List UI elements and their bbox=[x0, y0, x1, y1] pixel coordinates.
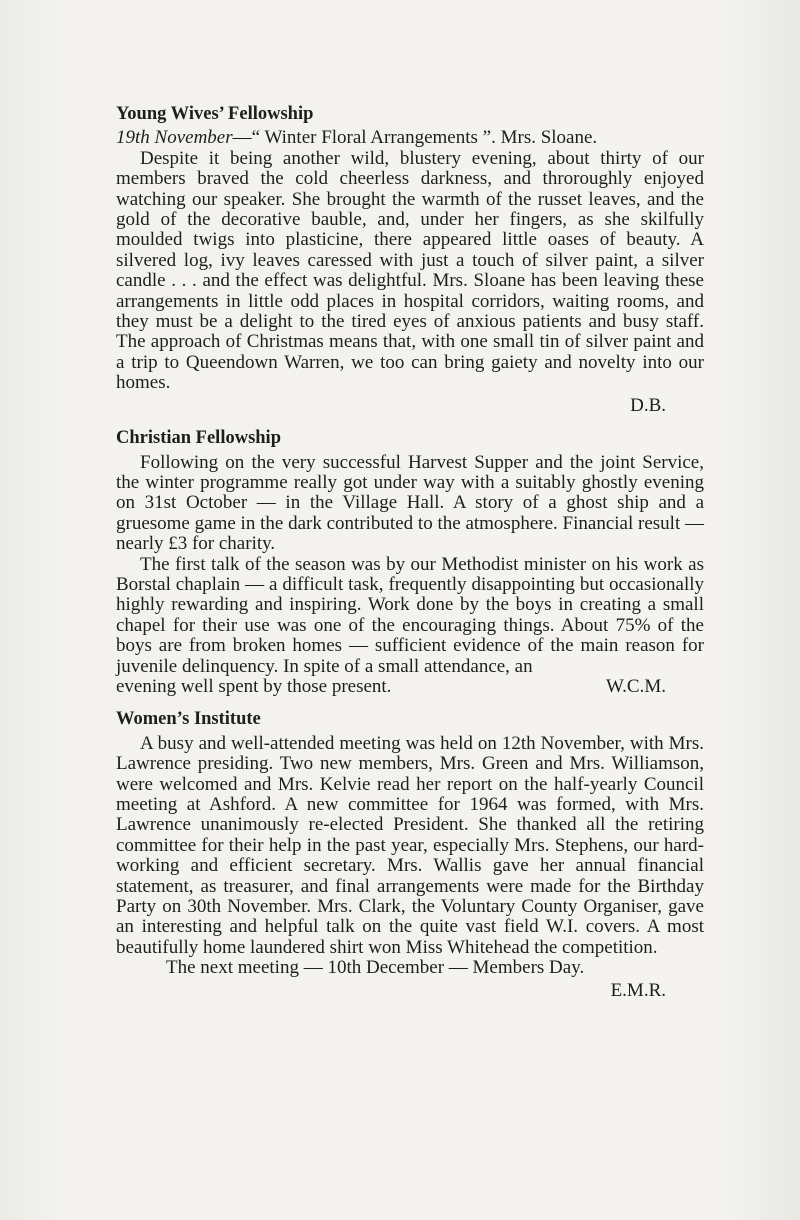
section-heading: Women’s Institute bbox=[116, 709, 261, 730]
paragraph: Following on the very successful Harvest Supper and the joint Service, the winter programme really got under way with a suitably ghostly evening on 31st October — in the Village Hall. A story of a ghost ship and a gruesome game in the dark contributed to the atmosphere. Financial result — nearly £3 for charity. bbox=[116, 451, 704, 555]
text-column bbox=[116, 104, 704, 1001]
paragraph: The first talk of the season was by our Methodist minister on his work as Borstal chaplain — a difficult task, frequently disappointing but occasionally highly rewarding and inspiring. Work done by the boys in creating a small chapel for their use was one of the encouraging things. About 75% of the boys are from broken homes — sufficient evidence of the main reason for juvenile delinquency. In spite of a small attendance, an bbox=[116, 553, 704, 677]
section-heading: Young Wives’ Fellowship bbox=[116, 104, 314, 124]
paragraph: The next meeting — 10th December — Members Day. bbox=[166, 957, 585, 979]
dateline bbox=[116, 128, 704, 148]
paragraph: Despite it being another wild, blustery evening, about thirty of our members braved the cold cheerless darkness, and throroughly enjoyed watching our speaker. She brought the warmth of the russet leaves, and the gold of the decorative bauble, and, under her fingers, as she skilfully moulded twigs into plasticine, there appeared little oases of beauty. A silvered log, ivy leaves caressed with just a touch of silver paint, a silver candle . . . and the effect was delightful. Mrs. Sloane has been leaving these arrangements in little odd places in hospital corridors, waiting rooms, and they must be a delight to the tired eyes of anxious patients and busy staff. The approach of Christmas means that, with one small tin of silver paint and a trip to Queendown Warren, we too can bring gaiety and novelty into our homes. bbox=[116, 147, 704, 394]
signature: W.C.M. bbox=[605, 675, 666, 697]
signature: E.M.R. bbox=[610, 979, 666, 1001]
signature: D.B. bbox=[630, 394, 666, 416]
dateline-title: —“ Winter Floral Arrangements ”. Mrs. Sloane. bbox=[232, 127, 598, 149]
dateline-date: 19th November bbox=[116, 127, 233, 149]
section-young-wives bbox=[116, 104, 704, 416]
paragraph: A busy and well-attended meeting was held on 12th November, with Mrs. Lawrence presiding. Two new members, Mrs. Green and Mrs. Williamson, were welcomed and Mrs. Kelvie read her report on the half-yearly Council meeting at Ashford. A new committee for 1964 was formed, with Mrs. Lawrence unanimously re-elected President. She thanked all the retiring committee for their help in the past year, especially Mrs. Stephens, our hard-working and efficient secretary. Mrs. Wallis gave her annual financial statement, as treasurer, and final arrangements were made for the Birthday Party on 30th November. Mrs. Clark, the Voluntary County Organiser, gave an interesting and helpful talk on the quite vast field W.I. covers. A most beautifully home laundered shirt won Miss Whitehead the competition. bbox=[116, 732, 704, 958]
closing-text: evening well spent by those present. bbox=[116, 675, 392, 697]
closing-line bbox=[116, 677, 704, 697]
section-womens-institute bbox=[116, 709, 704, 1001]
section-christian-fellowship bbox=[116, 428, 704, 697]
section-heading: Christian Fellowship bbox=[116, 428, 281, 449]
